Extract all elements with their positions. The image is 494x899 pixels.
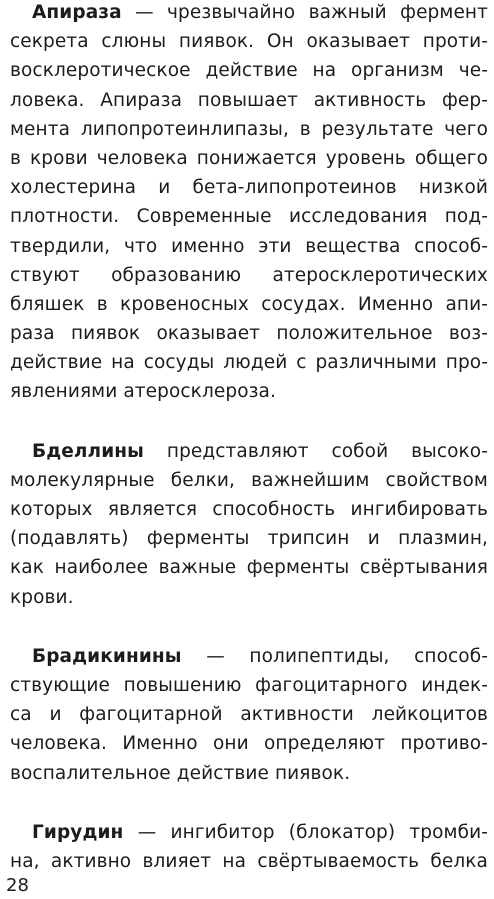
text-line: бляшек в кровеносных сосудах. Именно апи- — [10, 293, 488, 315]
paragraph-apyrase — [10, 0, 488, 407]
text-line: мента липопротеинлипазы, в результате чего — [10, 118, 488, 140]
term-hirudin: Гирудин — [32, 821, 124, 843]
page-number: 28 — [6, 875, 29, 896]
text-line: которых является способность ингибировать — [10, 499, 488, 520]
text-line: молекулярные белки, важнейшим свойством — [10, 469, 488, 491]
text-line: ствуют образованию атеросклеротических — [10, 264, 488, 286]
text-line: са и фагоцитарной активности лейкоцитов — [10, 704, 488, 726]
text-line: ловека. Апираза повышает активность фер- — [10, 89, 488, 111]
text-line: явлениями атеросклероза. — [10, 381, 276, 403]
text-line: человека. Именно они определяют противо- — [10, 733, 488, 755]
term-apyrase: Апираза — [32, 2, 122, 23]
text-line: Брадикинины — полипептиды, способ- — [32, 645, 488, 667]
term-bdellins: Бделлины — [32, 440, 144, 462]
term-bradykinins: Брадикинины — [32, 645, 182, 667]
text-line: как наиболее важные ферменты свёртывания — [10, 557, 488, 579]
text-line: твердили, что именно эти вещества способ- — [10, 235, 488, 257]
paragraph-bradykinins — [10, 642, 488, 788]
text-line: холестерина и бета-липопротеинов низкой — [10, 177, 488, 199]
text-line: воспалительное действие пиявок. — [10, 762, 351, 784]
text-line: действие на сосуды людей с различными про- — [10, 352, 488, 374]
text-line: ствующие повышению фагоцитарного индек- — [10, 674, 488, 696]
text-line: в крови человека понижается уровень общего — [10, 147, 488, 169]
text-line: на, активно влияет на свёртываемость белка — [10, 850, 488, 872]
text-line: раза пиявок оказывает положительное воз- — [10, 323, 488, 345]
text-line: (подавлять) ферменты трипсин и плазмин, — [10, 528, 488, 550]
text-line: Гирудин — ингибитор (блокатор) тромби- — [32, 821, 488, 843]
text-line: плотности. Современные исследования под- — [10, 206, 488, 228]
text-line: Бделлины представляют собой высоко- — [32, 440, 488, 462]
text-line: крови. — [10, 586, 74, 608]
text-line: Апираза — чрезвычайно важный фермент — [32, 2, 488, 23]
text-line: секрета слюны пиявок. Он оказывает проти- — [10, 31, 488, 53]
paragraph-hirudin — [10, 818, 488, 876]
paragraph-bdellins — [10, 437, 488, 612]
page-body — [10, 0, 488, 876]
text-line: восклеротическое действие на организм че- — [10, 60, 488, 82]
